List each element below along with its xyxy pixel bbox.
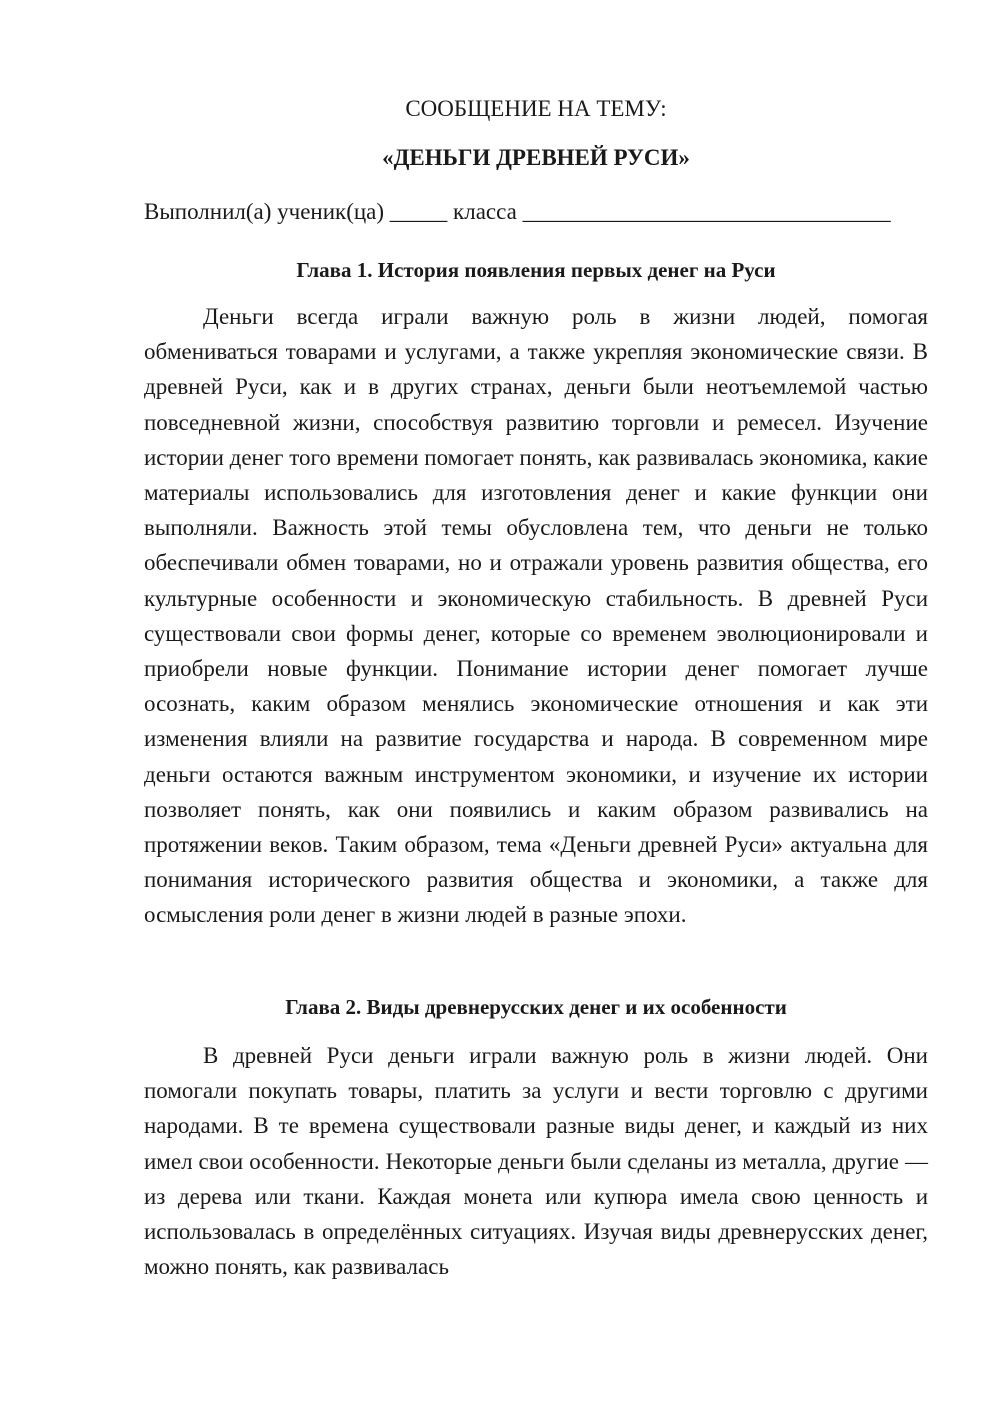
chapter2-heading: Глава 2. Виды древнерусских денег и их особенности xyxy=(285,995,787,1019)
chapter1-heading: Глава 1. История появления первых денег на Руси xyxy=(296,258,776,282)
document-title-line1: СООБЩЕНИЕ НА ТЕМУ: xyxy=(405,96,667,121)
document-title-line2: «ДЕНЬГИ ДРЕВНЕЙ РУСИ» xyxy=(382,145,690,170)
performer-line: Выполнил(а) ученик(ца) _____ класса ________________________________ xyxy=(144,199,891,224)
chapter1-paragraph: Деньги всегда играли важную роль в жизни людей, помогая обмениваться товарами и услугами, а также укрепляя экономические связи. В древней Руси, как и в других странах, деньги были неотъемлемой частью повседневной жизни, способствуя развитию торговли и ремесел. Изучение истории денег того времени помогает понять, как развивалась экономика, какие материалы использовались для изготовления денег и какие функции они выполняли. Важность этой темы обусловлена тем, что деньги не только обеспечивали обмен товарами, но и отражали уровень развития общества, его культурные особенности и экономическую стабильность. В древней Руси существовали свои формы денег, которые со временем эволюционировали и приобрели новые функции. Понимание истории денег помогает лучше осознать, каким образом менялись экономические отношения и как эти изменения влияли на развитие государства и народа. В современном мире деньги остаются важным инструментом экономики, и изучение их истории позволяет понять, как они появились и каким образом развивались на протяжении веков. Таким образом, тема «Деньги древней Руси» актуальна для понимания исторического развития общества и экономики, а также для осмысления роли денег в жизни людей в разные эпохи. xyxy=(144,304,929,928)
chapter2-paragraph: В древней Руси деньги играли важную роль в жизни людей. Они помогали покупать товары, платить за услуги и вести торговлю с другими народами. В те времена существовали разные виды денег, и каждый из них имел свои особенности. Некоторые деньги были сделаны из металла, другие — из дерева или ткани. Каждая монета или купюра имела свою ценность и использовалась в определённых ситуациях. Изучая виды древнерусских денег, можно понять, как развивалась xyxy=(144,1043,928,1280)
